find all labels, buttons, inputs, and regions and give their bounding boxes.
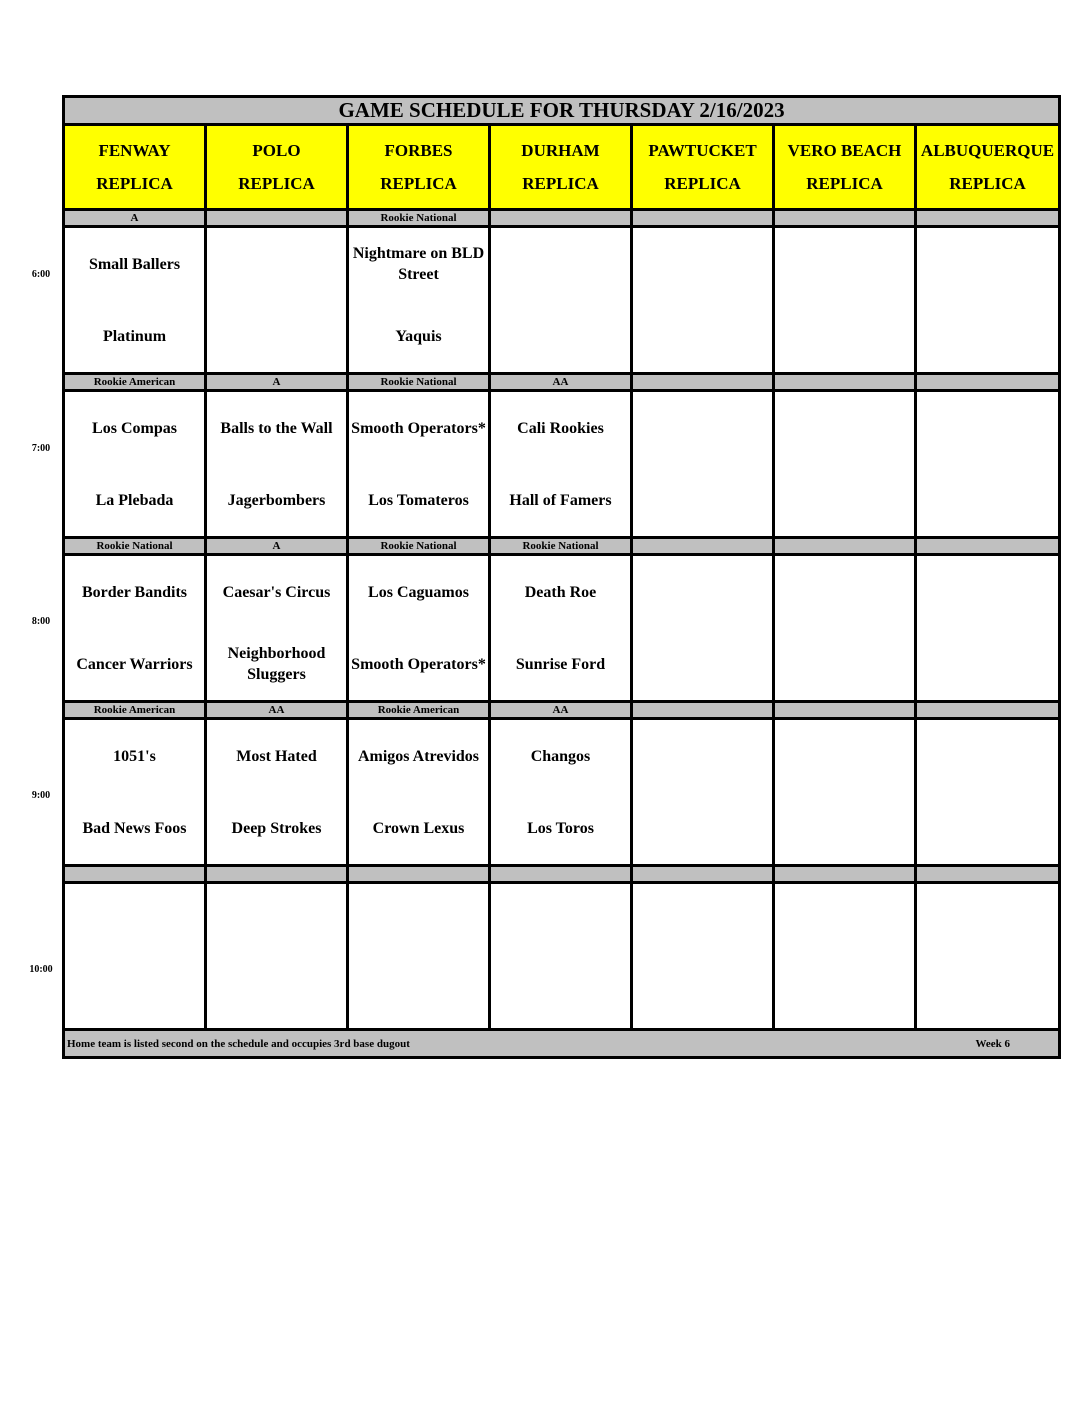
home-team: Los Toros: [527, 819, 594, 837]
division-label: Rookie American: [64, 702, 206, 719]
home-team: Cancer Warriors: [76, 655, 193, 673]
game-cell: [774, 555, 916, 702]
game-cell: [490, 719, 632, 866]
division-label: AA: [206, 702, 348, 719]
division-label: Rookie National: [64, 538, 206, 555]
field-sub: REPLICA: [380, 174, 457, 193]
home-team: [775, 628, 914, 700]
home-team: Smooth Operators*: [351, 655, 486, 673]
game-cell: [632, 555, 774, 702]
away-team: [633, 884, 772, 956]
division-row: [64, 538, 1060, 555]
title-row: [64, 97, 1060, 125]
division-label: A: [206, 374, 348, 391]
home-team: [917, 956, 1058, 1028]
home-team: [65, 956, 204, 1028]
away-team: [633, 392, 772, 464]
field-header: [774, 125, 916, 210]
game-cell: [206, 227, 348, 374]
game-cell: [64, 719, 206, 866]
home-team: Deep Strokes: [231, 819, 322, 837]
game-cell: [348, 555, 490, 702]
division-label: [490, 210, 632, 227]
field-name: FORBES: [384, 141, 453, 160]
division-label: [774, 866, 916, 883]
footer-row: [64, 1030, 1060, 1058]
time-label: 7:00: [31, 443, 51, 454]
home-team: Crown Lexus: [372, 819, 465, 837]
home-team: [349, 956, 488, 1028]
division-label: AA: [490, 374, 632, 391]
away-team: Most Hated: [236, 747, 317, 765]
away-team: [775, 228, 914, 300]
home-team: [633, 628, 772, 700]
division-label: [206, 866, 348, 883]
away-team: [917, 228, 1058, 300]
away-team: [349, 884, 488, 956]
away-team: Los Compas: [92, 419, 177, 437]
game-cell: [64, 883, 206, 1030]
field-name: VERO BEACH: [787, 141, 902, 160]
game-cell: [348, 883, 490, 1030]
field-name: DURHAM: [521, 141, 600, 160]
division-row: [64, 374, 1060, 391]
game-cell: [206, 719, 348, 866]
game-cell: [916, 227, 1060, 374]
game-cell: [916, 391, 1060, 538]
home-team: [207, 956, 346, 1028]
field-header: [64, 125, 206, 210]
away-team: [775, 884, 914, 956]
field-sub: REPLICA: [96, 174, 173, 193]
page-title: GAME SCHEDULE FOR THURSDAY 2/16/2023: [64, 97, 1060, 125]
home-team: [633, 464, 772, 536]
field-header: [632, 125, 774, 210]
division-label: Rookie American: [64, 374, 206, 391]
division-row: [64, 866, 1060, 883]
away-team: [917, 720, 1058, 792]
home-team: Platinum: [102, 327, 167, 345]
field-header: [206, 125, 348, 210]
division-label: [632, 866, 774, 883]
game-cell: [632, 227, 774, 374]
away-team: Border Bandits: [81, 583, 188, 601]
game-cell: [206, 391, 348, 538]
away-team: [207, 228, 346, 300]
game-cell: [490, 883, 632, 1030]
away-team: [207, 884, 346, 956]
schedule-table: [62, 95, 1061, 1059]
game-cell: [774, 719, 916, 866]
away-team: [491, 884, 630, 956]
field-sub: REPLICA: [522, 174, 599, 193]
home-team: Sunrise Ford: [515, 655, 606, 673]
division-row: [64, 702, 1060, 719]
field-sub: REPLICA: [806, 174, 883, 193]
game-cell: [774, 883, 916, 1030]
field-name: POLO: [252, 141, 301, 160]
division-label: AA: [490, 702, 632, 719]
home-team: [491, 300, 630, 372]
division-label: [916, 866, 1060, 883]
field-name: PAWTUCKET: [648, 141, 757, 160]
division-label: [632, 374, 774, 391]
footer-cell: [64, 1030, 1060, 1058]
game-row: [64, 883, 1060, 1030]
division-label: A: [64, 210, 206, 227]
division-label: [916, 702, 1060, 719]
home-team: [207, 300, 346, 372]
away-team: Amigos Atrevidos: [357, 747, 480, 765]
away-team: [775, 556, 914, 628]
division-label: A: [206, 538, 348, 555]
game-cell: [916, 883, 1060, 1030]
home-team: Los Tomateros: [368, 491, 469, 509]
home-team: Jagerbombers: [227, 491, 326, 509]
game-cell: [632, 883, 774, 1030]
division-label: Rookie National: [348, 538, 490, 555]
game-row: [64, 227, 1060, 374]
away-team: [775, 392, 914, 464]
away-team: Caesar's Circus: [222, 583, 331, 601]
home-team: Hall of Famers: [509, 491, 612, 509]
away-team: [917, 556, 1058, 628]
home-team: [633, 792, 772, 864]
away-team: Balls to the Wall: [220, 419, 333, 437]
division-label: [916, 538, 1060, 555]
away-team: Cali Rookies: [517, 419, 604, 437]
away-team: Changos: [530, 747, 591, 765]
home-team: [633, 956, 772, 1028]
home-team: [917, 464, 1058, 536]
game-cell: [490, 555, 632, 702]
away-team: [917, 884, 1058, 956]
field-name: ALBUQUERQUE: [920, 141, 1055, 160]
division-label: [774, 702, 916, 719]
field-name: FENWAY: [98, 141, 171, 160]
game-cell: [916, 555, 1060, 702]
game-cell: [774, 391, 916, 538]
division-label: Rookie National: [348, 210, 490, 227]
home-team: [633, 300, 772, 372]
field-header-row: [64, 125, 1060, 210]
away-team: [65, 884, 204, 956]
away-team: [775, 720, 914, 792]
field-sub: REPLICA: [664, 174, 741, 193]
division-label: [490, 866, 632, 883]
division-label: [632, 538, 774, 555]
game-row: [64, 391, 1060, 538]
game-cell: [774, 227, 916, 374]
home-team: La Plebada: [95, 491, 174, 509]
field-sub: REPLICA: [238, 174, 315, 193]
home-team: [775, 464, 914, 536]
time-label: 6:00: [31, 269, 51, 280]
footer-note: Home team is listed second on the schedule and occupies 3rd base dugout: [67, 1037, 410, 1050]
division-label: [774, 374, 916, 391]
division-label: [774, 538, 916, 555]
away-team: Los Caguamos: [368, 583, 469, 601]
division-label: [632, 702, 774, 719]
division-label: Rookie American: [348, 702, 490, 719]
field-header: [490, 125, 632, 210]
game-row: [64, 719, 1060, 866]
division-label: [632, 210, 774, 227]
game-cell: [490, 391, 632, 538]
field-header: [348, 125, 490, 210]
home-team: Bad News Foos: [82, 819, 187, 837]
away-team: 1051's: [113, 747, 156, 765]
game-cell: [490, 227, 632, 374]
game-cell: [916, 719, 1060, 866]
game-cell: [64, 391, 206, 538]
away-team: Small Ballers: [88, 255, 181, 273]
time-label: 10:00: [29, 964, 53, 975]
home-team: [775, 792, 914, 864]
home-team: [775, 956, 914, 1028]
division-label: [64, 866, 206, 883]
away-team: Death Roe: [524, 583, 597, 601]
game-cell: [348, 227, 490, 374]
time-label: 8:00: [31, 616, 51, 627]
home-team: [917, 792, 1058, 864]
away-team: [917, 392, 1058, 464]
division-label: [916, 374, 1060, 391]
home-team: [917, 628, 1058, 700]
division-row: [64, 210, 1060, 227]
away-team: [491, 228, 630, 300]
division-label: [916, 210, 1060, 227]
game-cell: [632, 391, 774, 538]
game-cell: [206, 883, 348, 1030]
division-label: Rookie National: [490, 538, 632, 555]
game-cell: [348, 719, 490, 866]
field-sub: REPLICA: [949, 174, 1026, 193]
home-team: [491, 956, 630, 1028]
home-team: [775, 300, 914, 372]
game-cell: [64, 227, 206, 374]
division-label: Rookie National: [348, 374, 490, 391]
game-row: [64, 555, 1060, 702]
away-team: [633, 556, 772, 628]
division-label: [348, 866, 490, 883]
home-team: Neighborhood Sluggers: [227, 645, 326, 683]
division-label: [206, 210, 348, 227]
game-cell: [206, 555, 348, 702]
game-cell: [632, 719, 774, 866]
game-cell: [348, 391, 490, 538]
week-label: Week 6: [975, 1037, 1011, 1050]
home-team: [917, 300, 1058, 372]
division-label: [774, 210, 916, 227]
away-team: Smooth Operators*: [351, 419, 486, 437]
away-team: [633, 228, 772, 300]
field-header: [916, 125, 1060, 210]
game-cell: [64, 555, 206, 702]
home-team: Yaquis: [395, 327, 442, 345]
time-label: 9:00: [31, 790, 51, 801]
away-team: [633, 720, 772, 792]
away-team: Nightmare on BLD Street: [352, 245, 485, 283]
